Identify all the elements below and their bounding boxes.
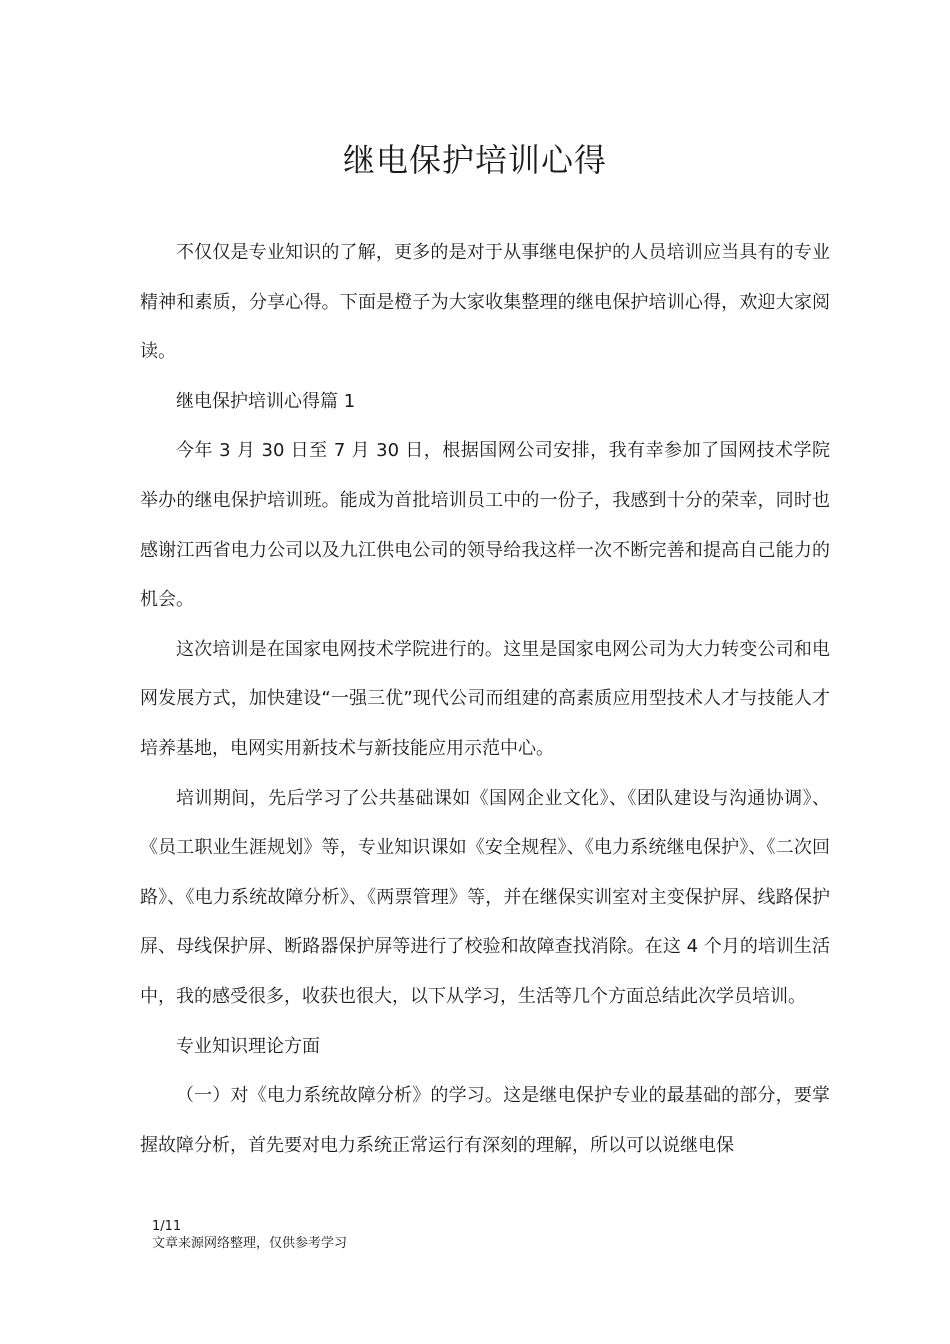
intro-paragraph: 不仅仅是专业知识的了解，更多的是对于从事继电保护的人员培训应当具有的专业精神和素质，分享心得。下面是橙子为大家收集整理的继电保护培训心得，欢迎大家阅读。 [140,242,830,363]
body-paragraph: 培训期间，先后学习了公共基础课如《国网企业文化》、《团队建设与沟通协调》、《员工职业生涯规划》等，专业知识课如《安全规程》、《电力系统继电保护》、《二次回路》、《电力系统故障分析》、《两票管理》等，并在继保实训室对主变保护屏、线路保护屏、母线保护屏、断路器保护屏等进行了校验和故障查找消除。在这 4 个月的培训生活中，我的感受很多，收获也很大，以下从学习，生活等几个方面总结此次学员培训。 [140,787,830,1007]
page-number: 1/11 [152,1219,182,1234]
source-note: 文章来源网络整理，仅供参考学习 [152,1236,348,1251]
body-paragraph: （一）对《电力系统故障分析》的学习。这是继电保护专业的最基础的部分，要掌握故障分析，首先要对电力系统正常运行有深刻的理解，所以可以说继电保 [140,1085,830,1156]
page-footer [152,1218,347,1252]
document-title: 继电保护培训心得 [342,141,607,179]
section-heading-article-1: 继电保护培训心得篇 1 [176,390,356,412]
body-paragraph: 这次培训是在国家电网技术学院进行的。这里是国家电网公司为大力转变公司和电网发展方式，加快建设“一强三优”现代公司而组建的高素质应用型技术人才与技能人才培养基地，电网实用新技术与新技能应用示范中心。 [140,638,830,759]
document-body [140,228,830,1170]
section-heading-theory: 专业知识理论方面 [176,1035,320,1057]
body-paragraph: 今年 3 月 30 日至 7 月 30 日，根据国网公司安排，我有幸参加了国网技术学院举办的继电保护培训班。能成为首批培训员工中的一份子，我感到十分的荣幸，同时也感谢江西省电力公司以及九江供电公司的领导给我这样一次不断完善和提高自己能力的机会。 [140,440,830,611]
